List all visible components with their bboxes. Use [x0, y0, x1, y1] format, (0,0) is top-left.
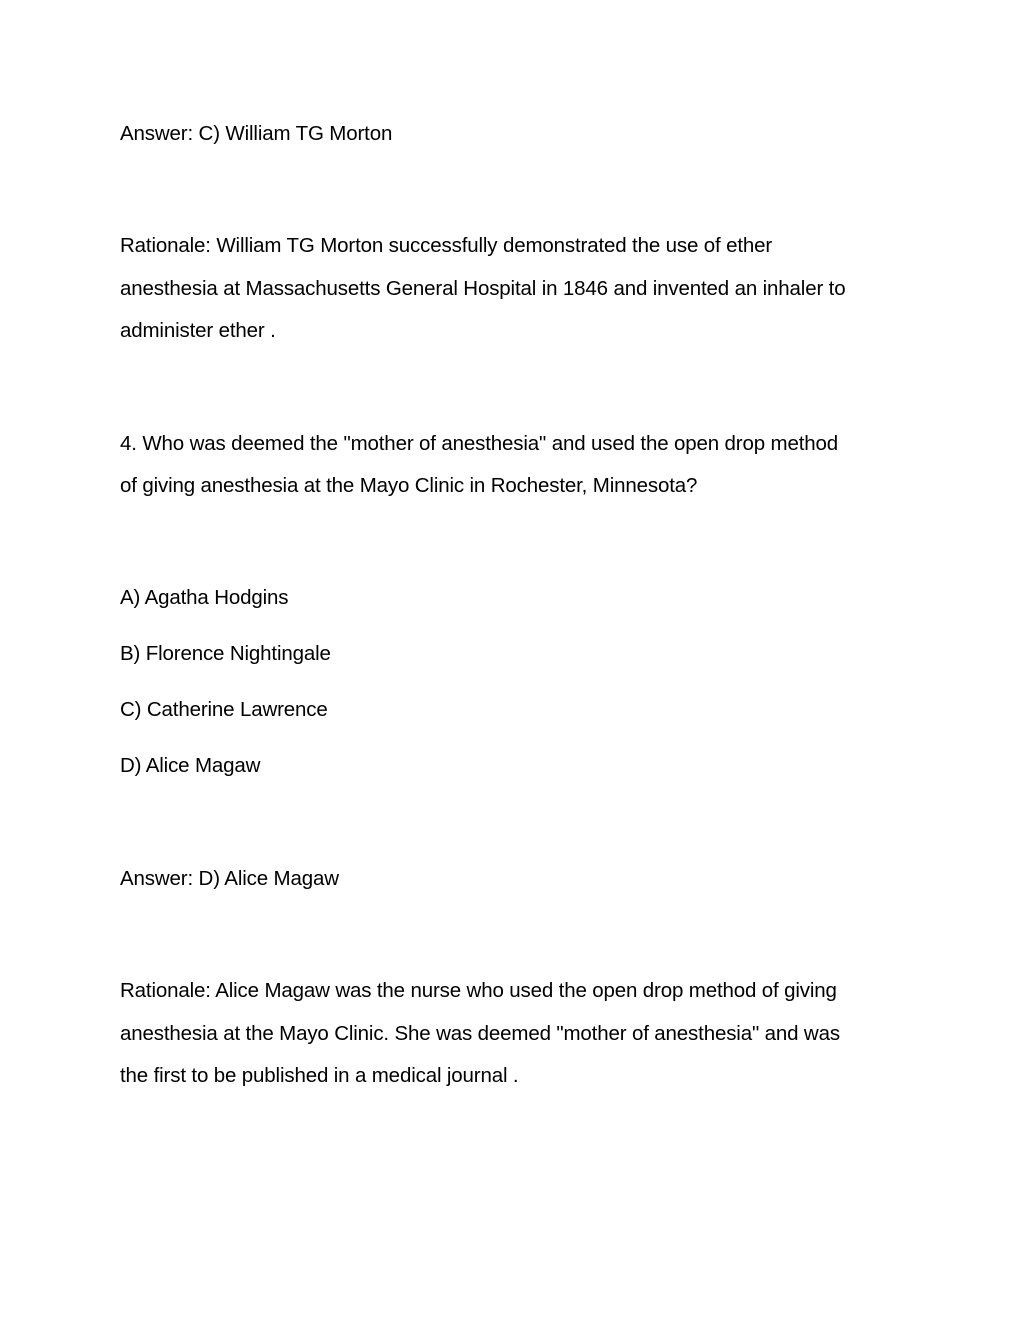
question-4-answer: Answer: D) Alice Magaw — [120, 867, 339, 890]
option-c: C) Catherine Lawrence — [120, 698, 328, 721]
option-a: A) Agatha Hodgins — [120, 586, 289, 609]
question-4-line-1: 4. Who was deemed the "mother of anesthesia" and used the open drop method — [120, 432, 839, 455]
option-d: D) Alice Magaw — [120, 754, 261, 777]
previous-rationale-line-3: administer ether . — [120, 319, 276, 342]
question-4-rationale-line-2: anesthesia at the Mayo Clinic. She was deemed "mother of anesthesia" and was — [120, 1022, 840, 1045]
previous-answer: Answer: C) William TG Morton — [120, 122, 393, 145]
question-4-line-2: of giving anesthesia at the Mayo Clinic in Rochester, Minnesota? — [120, 474, 698, 497]
previous-rationale-line-1: Rationale: William TG Morton successfully demonstrated the use of ether — [120, 234, 773, 257]
question-4-rationale-line-1: Rationale: Alice Magaw was the nurse who used the open drop method of giving — [120, 979, 837, 1002]
option-b: B) Florence Nightingale — [120, 642, 331, 665]
question-4-rationale-line-3: the first to be published in a medical journal . — [120, 1064, 519, 1087]
previous-rationale-line-2: anesthesia at Massachusetts General Hospital in 1846 and invented an inhaler to — [120, 277, 846, 300]
